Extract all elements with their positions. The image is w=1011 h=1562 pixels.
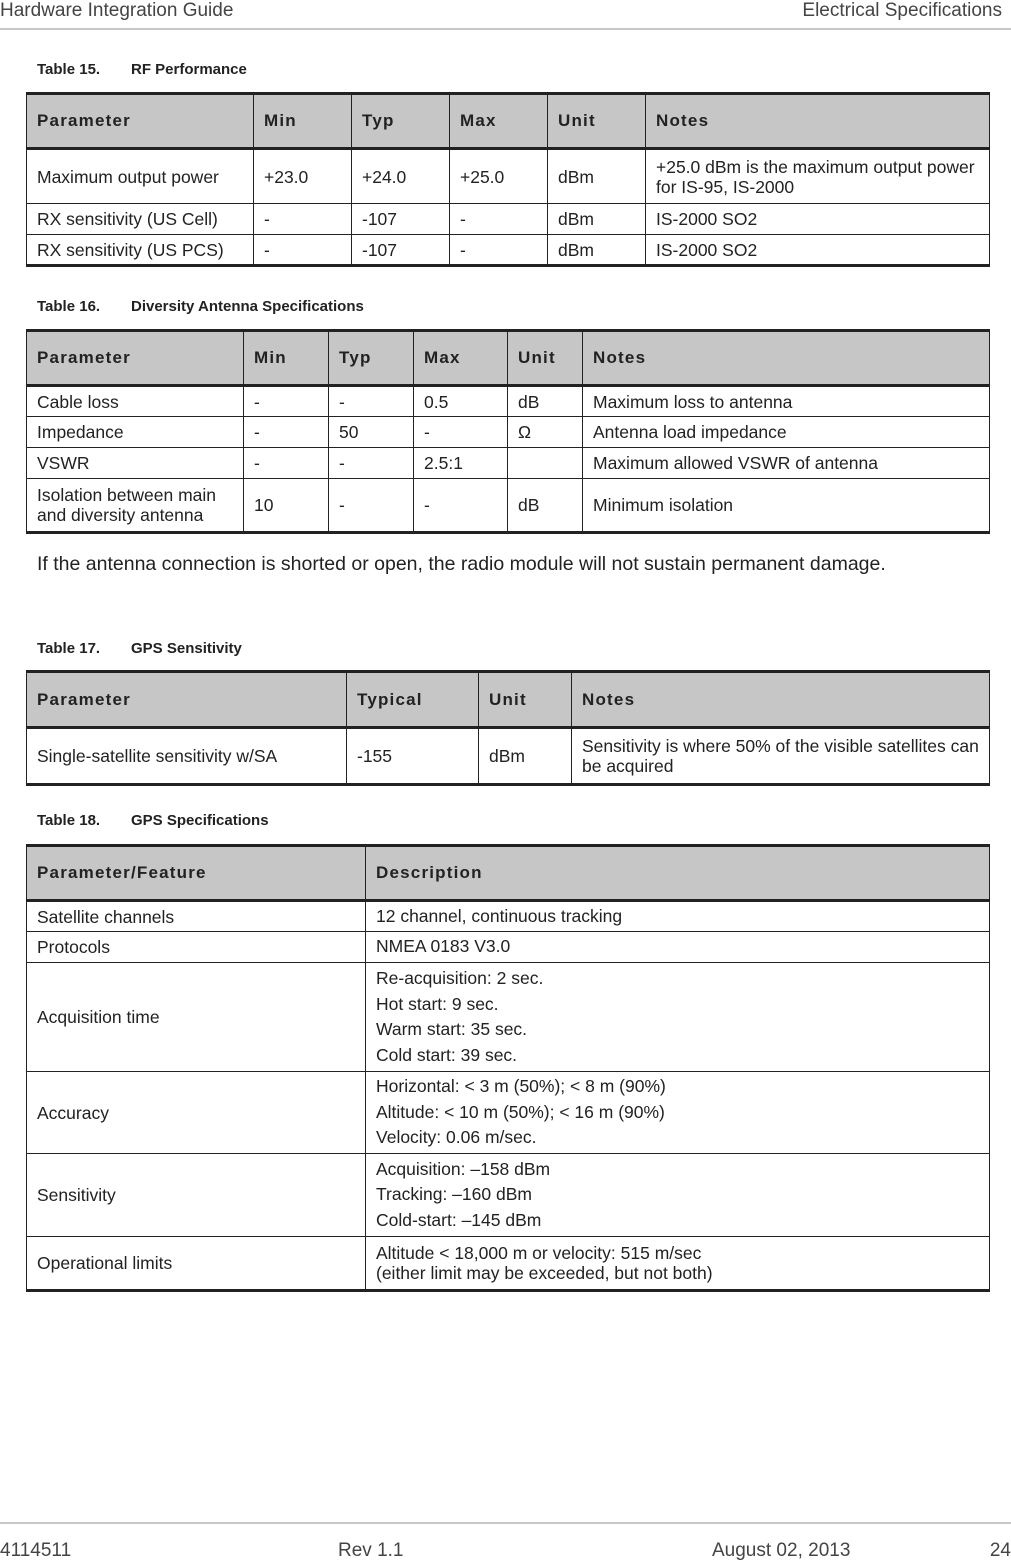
page-footer: [0, 1522, 1011, 1562]
table-row: [27, 448, 990, 479]
table-row: [27, 1237, 990, 1291]
table-cell: Sensitivity: [27, 1154, 366, 1237]
footer-page-number: 24: [989, 1540, 1011, 1561]
table-row: [27, 1072, 990, 1154]
table15-header: Notes: [646, 94, 990, 149]
table16-title: Diversity Antenna Specifications: [131, 298, 364, 315]
table15-header: Max: [450, 94, 548, 149]
table-cell: Ω: [508, 417, 583, 448]
table-cell: -: [329, 386, 414, 417]
table-cell: Maximum output power: [27, 149, 254, 204]
table16-number: Table 16.: [37, 298, 101, 315]
table-cell: -: [329, 448, 414, 479]
table-row: [27, 932, 990, 963]
table16-diversity-antenna: [26, 329, 990, 534]
table-cell: -: [254, 235, 352, 266]
table15-header: Typ: [352, 94, 450, 149]
table-cell: 2.5:1: [414, 448, 508, 479]
table18-header: Description: [366, 846, 990, 901]
table-row: [27, 149, 990, 204]
table-cell: dBm: [548, 235, 646, 266]
table-cell: Antenna load impedance: [583, 417, 990, 448]
table-row: [27, 417, 990, 448]
table-cell: -107: [352, 235, 450, 266]
table-cell: -: [450, 235, 548, 266]
footer-date: August 02, 2013: [712, 1540, 851, 1561]
page-header: [0, 0, 1011, 30]
header-doc-title: Hardware Integration Guide: [0, 0, 234, 21]
table-cell: 10: [244, 479, 329, 533]
table18-caption: [37, 812, 269, 829]
table-cell: IS-2000 SO2: [646, 235, 990, 266]
description-line: Horizontal: < 3 m (50%); < 8 m (90%): [376, 1076, 666, 1097]
table16-header: Min: [244, 331, 329, 386]
table15-header-row: [27, 94, 990, 149]
table18-number: Table 18.: [37, 812, 101, 829]
table-cell: Single-satellite sensitivity w/SA: [27, 728, 347, 785]
table-cell: -: [450, 204, 548, 235]
table-cell: [366, 1072, 990, 1154]
table-cell: +25.0 dBm is the maximum output power for IS-95, IS-2000: [646, 149, 990, 204]
table-cell: -: [329, 479, 414, 533]
table-cell: IS-2000 SO2: [646, 204, 990, 235]
table17-header-row: [27, 672, 990, 728]
description-line: Velocity: 0.06 m/sec.: [376, 1127, 537, 1148]
table-cell: [366, 901, 990, 932]
table-cell: [366, 1154, 990, 1237]
table16-header: Unit: [508, 331, 583, 386]
table-cell: -107: [352, 204, 450, 235]
table-cell: dB: [508, 386, 583, 417]
table-row: [27, 204, 990, 235]
table-cell: Protocols: [27, 932, 366, 963]
table-cell: +23.0: [254, 149, 352, 204]
table-cell: Satellite channels: [27, 901, 366, 932]
table15-title: RF Performance: [131, 61, 247, 78]
table-cell: +24.0: [352, 149, 450, 204]
table-row: [27, 235, 990, 266]
table-cell: dB: [508, 479, 583, 533]
table-row: [27, 479, 990, 533]
table-cell: Maximum allowed VSWR of antenna: [583, 448, 990, 479]
table-cell: [366, 963, 990, 1072]
header-section-title: Electrical Specifications: [802, 0, 1002, 21]
table-cell: -: [254, 204, 352, 235]
table15-header: Unit: [548, 94, 646, 149]
description-line: Re-acquisition: 2 sec.: [376, 968, 544, 988]
description-line: Cold-start: –145 dBm: [376, 1209, 542, 1230]
table17-title: GPS Sensitivity: [131, 640, 242, 657]
table18-title: GPS Specifications: [131, 812, 269, 829]
description-line: Cold start: 39 sec.: [376, 1044, 518, 1065]
table16-header: Typ: [329, 331, 414, 386]
table17-header: Typical: [347, 672, 479, 728]
table-cell: Accuracy: [27, 1072, 366, 1154]
table-cell: -: [244, 448, 329, 479]
table16-header: Max: [414, 331, 508, 386]
table-cell: -: [414, 479, 508, 533]
table-cell: dBm: [548, 204, 646, 235]
table18-gps-specifications: [26, 844, 990, 1292]
table17-number: Table 17.: [37, 640, 101, 657]
table15-number: Table 15.: [37, 61, 101, 78]
table-cell: Impedance: [27, 417, 244, 448]
description-line: (either limit may be exceeded, but not both): [376, 1263, 713, 1283]
body-paragraph: If the antenna connection is shorted or open, the radio module will not sustain permanent damage.: [37, 553, 886, 575]
table-cell: [366, 932, 990, 963]
table-cell: RX sensitivity (US PCS): [27, 235, 254, 266]
table-cell: dBm: [548, 149, 646, 204]
table15-caption: [37, 61, 247, 78]
table-cell: -: [244, 417, 329, 448]
table-row: [27, 728, 990, 785]
table16-header: Parameter: [27, 331, 244, 386]
footer-revision: Rev 1.1: [338, 1540, 404, 1561]
table-cell: -: [414, 417, 508, 448]
table17-gps-sensitivity: [26, 670, 990, 786]
table-row: [27, 963, 990, 1072]
table-cell: Maximum loss to antenna: [583, 386, 990, 417]
description-line: Altitude: < 10 m (50%); < 16 m (90%): [376, 1101, 665, 1122]
table-cell: 0.5: [414, 386, 508, 417]
table-cell: [508, 448, 583, 479]
table17-caption: [37, 640, 242, 657]
table16-header-row: [27, 331, 990, 386]
table16-caption: [37, 298, 364, 315]
description-line: NMEA 0183 V3.0: [376, 936, 511, 957]
table-cell: Sensitivity is where 50% of the visible satellites can be acquired: [572, 728, 990, 785]
table-row: [27, 386, 990, 417]
table-row: [27, 1154, 990, 1237]
table-cell: dBm: [479, 728, 572, 785]
description-line: Tracking: –160 dBm: [376, 1184, 532, 1205]
table18-header-row: [27, 846, 990, 901]
table15-rf-performance: [26, 92, 990, 267]
description-line: Warm start: 35 sec.: [376, 1019, 528, 1039]
table15-header: Parameter: [27, 94, 254, 149]
table-cell: [366, 1237, 990, 1291]
table-cell: Acquisition time: [27, 963, 366, 1072]
table17-header: Unit: [479, 672, 572, 728]
description-line: Acquisition: –158 dBm: [376, 1158, 551, 1179]
description-line: Hot start: 9 sec.: [376, 993, 499, 1014]
table-cell: Minimum isolation: [583, 479, 990, 533]
table-cell: Cable loss: [27, 386, 244, 417]
table-cell: -155: [347, 728, 479, 785]
footer-doc-number: 4114511: [0, 1540, 72, 1561]
table15-header: Min: [254, 94, 352, 149]
description-line: Altitude < 18,000 m or velocity: 515 m/sec: [376, 1243, 702, 1263]
table16-header: Notes: [583, 331, 990, 386]
table-cell: VSWR: [27, 448, 244, 479]
table-cell: +25.0: [450, 149, 548, 204]
table-cell: RX sensitivity (US Cell): [27, 204, 254, 235]
table18-header: Parameter/Feature: [27, 846, 366, 901]
table-cell: Isolation between main and diversity antenna: [27, 479, 244, 533]
table-row: [27, 901, 990, 932]
table17-header: Notes: [572, 672, 990, 728]
description-line: 12 channel, continuous tracking: [376, 905, 623, 926]
table17-header: Parameter: [27, 672, 347, 728]
table-cell: Operational limits: [27, 1237, 366, 1291]
table-cell: -: [244, 386, 329, 417]
table-cell: 50: [329, 417, 414, 448]
